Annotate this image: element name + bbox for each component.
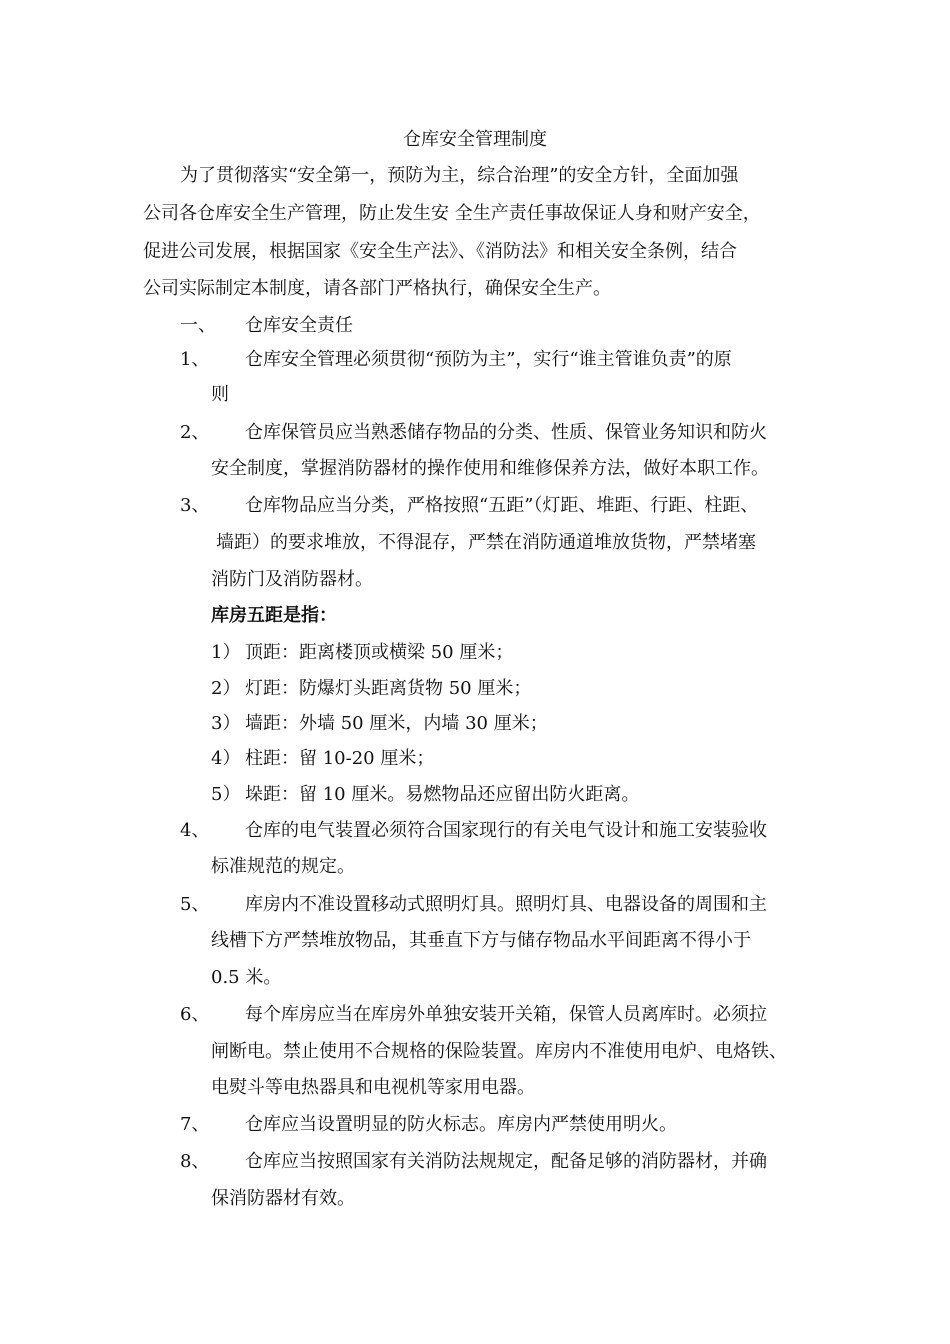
item-7-line-1: 仓库应当设置明显的防火标志。库房内严禁使用明火。 <box>245 1114 677 1135</box>
section-number: 一、 <box>180 315 216 336</box>
intro-line-1: 为了贯彻落实“安全第一，预防为主，综合治理”的安全方针，全面加强 <box>180 165 739 186</box>
item-5-line-1: 库房内不准设置移动式照明灯具。照明灯具、电器设备的周围和主 <box>245 894 767 915</box>
item-6-line-3: 电熨斗等电热器具和电视机等家用电器。 <box>211 1077 535 1098</box>
item-5-number: 5、 <box>180 894 210 915</box>
distance-3-number: 3） <box>211 713 241 734</box>
intro-line-3: 促进公司发展，根据国家《安全生产法》、《消防法》和相关安全条例，结合 <box>143 241 737 262</box>
distance-5-text: 垛距：留 10 厘米。易燃物品还应留出防火距离。 <box>245 784 640 805</box>
item-6-line-1: 每个库房应当在库房外单独安装开关箱，保管人员离库时。必须拉 <box>245 1004 767 1025</box>
item-2-number: 2、 <box>180 422 210 443</box>
section-title: 仓库安全责任 <box>245 315 353 336</box>
distance-1-text: 顶距：距离楼顶或横梁 50 厘米； <box>245 642 514 663</box>
item-6-line-2: 闸断电。禁止使用不合规格的保险装置。库房内不准使用电炉、电烙铁、 <box>211 1041 787 1062</box>
item-8-line-2: 保消防器材有效。 <box>211 1188 355 1209</box>
five-distances-heading: 库房五距是指： <box>211 605 337 626</box>
distance-4-number: 4） <box>211 748 241 769</box>
item-5-line-3: 0.5 米。 <box>211 967 282 988</box>
item-8-line-1: 仓库应当按照国家有关消防法规规定，配备足够的消防器材，并确 <box>245 1151 767 1172</box>
intro-line-2: 公司各仓库安全生产管理，防止发生安 全生产责任事故保证人身和财产安全， <box>143 203 761 224</box>
distance-1-number: 1） <box>211 642 241 663</box>
item-7-number: 7、 <box>180 1114 210 1135</box>
intro-line-4: 公司实际制定本制度，请各部门严格执行，确保安全生产。 <box>143 278 611 299</box>
distance-2-text: 灯距：防爆灯头距离货物 50 厘米； <box>245 678 532 699</box>
item-4-number: 4、 <box>180 820 210 841</box>
distance-4-text: 柱距：留 10-20 厘米； <box>245 748 435 769</box>
item-3-number: 3、 <box>180 495 210 516</box>
item-4-line-1: 仓库的电气装置必须符合国家现行的有关电气设计和施工安装验收 <box>245 820 767 841</box>
item-3-line-3: 消防门及消防器材。 <box>211 569 373 590</box>
distance-3-text: 墙距：外墙 50 厘米，内墙 30 厘米； <box>245 713 548 734</box>
item-5-line-2: 线槽下方严禁堆放物品，其垂直下方与储存物品水平间距离不得小于 <box>211 930 751 951</box>
item-1-line-2: 则 <box>211 384 229 405</box>
distance-5-number: 5） <box>211 784 241 805</box>
document-title: 仓库安全管理制度 <box>403 129 547 150</box>
item-6-number: 6、 <box>180 1004 210 1025</box>
item-2-line-1: 仓库保管员应当熟悉储存物品的分类、性质、保管业务知识和防火 <box>245 422 767 443</box>
item-3-line-2: 墙距）的要求堆放，不得混存，严禁在消防通道堆放货物，严禁堵塞 <box>216 532 756 553</box>
item-2-line-2: 安全制度，掌握消防器材的操作使用和维修保养方法，做好本职工作。 <box>211 458 769 479</box>
item-3-line-1: 仓库物品应当分类，严格按照“五距”（灯距、堆距、行距、柱距、 <box>245 495 759 516</box>
item-8-number: 8、 <box>180 1151 210 1172</box>
distance-2-number: 2） <box>211 678 241 699</box>
item-1-line-1: 仓库安全管理必须贯彻“预防为主”，实行“谁主管谁负责”的原 <box>245 349 732 370</box>
item-4-line-2: 标准规范的规定。 <box>211 856 355 877</box>
item-1-number: 1、 <box>180 349 210 370</box>
